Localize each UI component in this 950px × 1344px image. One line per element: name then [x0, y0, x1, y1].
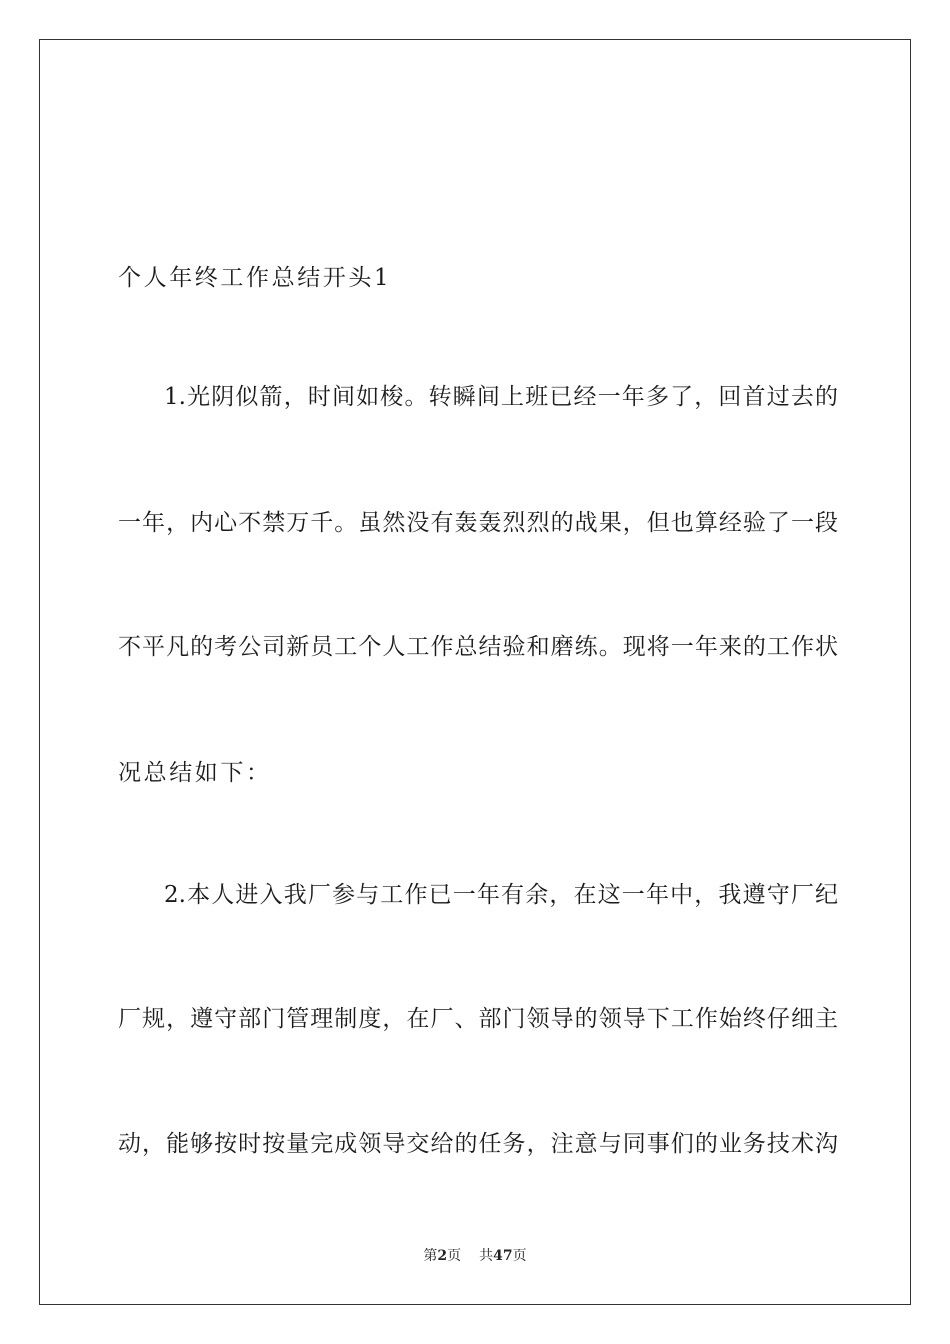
paragraph-line-7: 动，能够按时按量完成领导交给的任务，注意与同事们的业务技术沟	[118, 1131, 838, 1157]
paragraph-line-3: 不平凡的考公司新员工个人工作总结验和磨练。现将一年来的工作状	[118, 634, 838, 660]
page-frame	[39, 39, 911, 1305]
document-heading: 个人年终工作总结开头1	[118, 265, 392, 291]
paragraph-line-5: 2.本人进入我厂参与工作已一年有余，在这一年中，我遵守厂纪	[164, 882, 838, 908]
paragraph-line-2: 一年，内心不禁万千。虽然没有轰轰烈烈的战果，但也算经验了一段	[118, 510, 838, 536]
page-total: 共47页	[479, 1248, 527, 1264]
page-footer	[0, 1246, 950, 1266]
paragraph-line-1: 1.光阴似箭，时间如梭。转瞬间上班已经一年多了，回首过去的	[164, 384, 838, 410]
paragraph-line-6: 厂规，遵守部门管理制度，在厂、部门领导的领导下工作始终仔细主	[118, 1006, 838, 1032]
paragraph-line-4: 况总结如下：	[118, 760, 272, 786]
page-number: 第2页	[423, 1248, 462, 1264]
